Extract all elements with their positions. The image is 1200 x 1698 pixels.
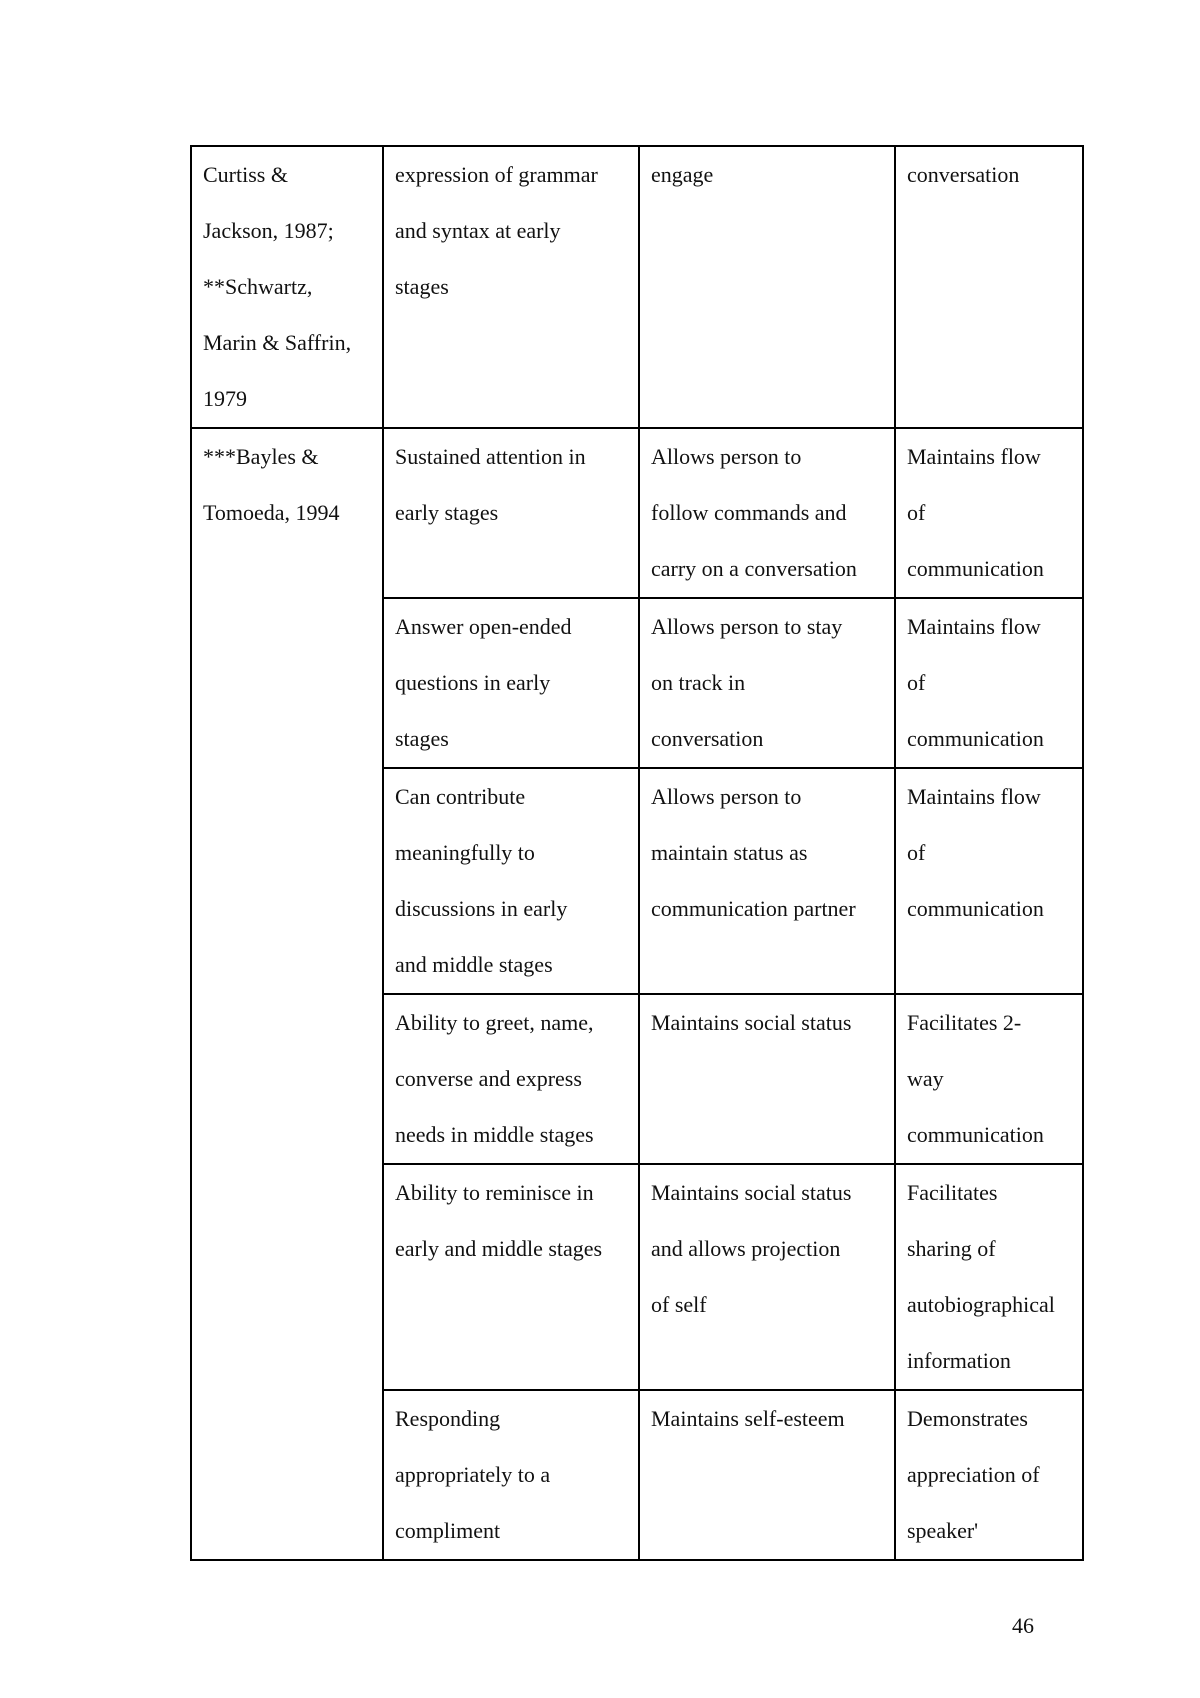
cell-text: Maintains flow xyxy=(907,444,1041,469)
cell-text: early and middle stages xyxy=(395,1236,603,1261)
cell-text: Tomoeda, 1994 xyxy=(203,500,340,525)
cell-text: 1979 xyxy=(203,386,247,411)
cell-text: Allows person to stay xyxy=(651,614,843,639)
cell-text: and syntax at early xyxy=(395,218,561,243)
cell-text: on track in xyxy=(651,670,746,695)
cell-text: Allows person to xyxy=(651,784,802,809)
reference-cell xyxy=(191,146,383,428)
cell-text: questions in early xyxy=(395,670,551,695)
cell-text: Maintains flow xyxy=(907,784,1041,809)
cell-text: meaningfully to xyxy=(395,840,535,865)
cell-text: communication xyxy=(907,556,1044,581)
effect-cell xyxy=(639,1390,895,1560)
cell-text: stages xyxy=(395,274,449,299)
cell-text: conversation xyxy=(907,162,1020,187)
cell-text: sharing of xyxy=(907,1236,996,1261)
effect-cell xyxy=(639,768,895,994)
cell-text: way xyxy=(907,1066,944,1091)
cell-text: Marin & Saffrin, xyxy=(203,330,352,355)
cell-text: converse and express xyxy=(395,1066,582,1091)
cell-text: stages xyxy=(395,726,449,751)
cell-text: appreciation of xyxy=(907,1462,1040,1487)
cell-text: communication partner xyxy=(651,896,856,921)
page-number: 46 xyxy=(1012,1613,1034,1638)
outcome-cell xyxy=(895,1390,1083,1560)
outcome-cell xyxy=(895,1164,1083,1390)
cell-text: discussions in early xyxy=(395,896,568,921)
strength-cell xyxy=(383,994,639,1164)
cell-text: maintain status as xyxy=(651,840,808,865)
outcome-cell xyxy=(895,598,1083,768)
cell-text: Maintains flow xyxy=(907,614,1041,639)
outcome-cell xyxy=(895,428,1083,598)
cell-text: information xyxy=(907,1348,1011,1373)
strength-cell xyxy=(383,1390,639,1560)
outcome-cell xyxy=(895,994,1083,1164)
cell-text: Ability to reminisce in xyxy=(395,1180,594,1205)
cell-text: Jackson, 1987; xyxy=(203,218,334,243)
cell-text: Ability to greet, name, xyxy=(395,1010,594,1035)
table-row xyxy=(191,428,1083,598)
cell-text: autobiographical xyxy=(907,1292,1055,1317)
cell-text: Answer open-ended xyxy=(395,614,572,639)
cell-text: Allows person to xyxy=(651,444,802,469)
evidence-table xyxy=(190,145,1084,1561)
cell-text: compliment xyxy=(395,1518,501,1543)
cell-text: **Schwartz, xyxy=(203,274,313,299)
cell-text: Facilitates 2- xyxy=(907,1010,1022,1035)
cell-text: appropriately to a xyxy=(395,1462,551,1487)
strength-cell xyxy=(383,598,639,768)
cell-text: Responding xyxy=(395,1406,501,1431)
cell-text: Curtiss & xyxy=(203,162,288,187)
cell-text: needs in middle stages xyxy=(395,1122,594,1147)
cell-text: expression of grammar xyxy=(395,162,598,187)
strength-cell xyxy=(383,768,639,994)
cell-text: Facilitates xyxy=(907,1180,998,1205)
cell-text: Demonstrates xyxy=(907,1406,1028,1431)
cell-text: ***Bayles & xyxy=(203,444,319,469)
strength-cell xyxy=(383,1164,639,1390)
outcome-cell xyxy=(895,146,1083,428)
effect-cell xyxy=(639,994,895,1164)
cell-text: and allows projection xyxy=(651,1236,841,1261)
cell-text: speaker' xyxy=(907,1518,979,1543)
cell-text: of self xyxy=(651,1292,707,1317)
strength-cell xyxy=(383,428,639,598)
cell-text: and middle stages xyxy=(395,952,553,977)
cell-text: Maintains social status xyxy=(651,1180,852,1205)
effect-cell xyxy=(639,598,895,768)
effect-cell xyxy=(639,146,895,428)
cell-text: of xyxy=(907,500,926,525)
cell-text: of xyxy=(907,840,926,865)
cell-text: early stages xyxy=(395,500,499,525)
strength-cell xyxy=(383,146,639,428)
cell-text: engage xyxy=(651,162,714,187)
cell-text: Sustained attention in xyxy=(395,444,586,469)
cell-text: of xyxy=(907,670,926,695)
cell-text: Can contribute xyxy=(395,784,526,809)
effect-cell xyxy=(639,428,895,598)
cell-text: carry on a conversation xyxy=(651,556,857,581)
cell-text: Maintains self-esteem xyxy=(651,1406,845,1431)
cell-text: conversation xyxy=(651,726,764,751)
cell-text: communication xyxy=(907,1122,1044,1147)
reference-cell xyxy=(191,428,383,1560)
cell-text: follow commands and xyxy=(651,500,847,525)
cell-text: communication xyxy=(907,896,1044,921)
outcome-cell xyxy=(895,768,1083,994)
cell-text: communication xyxy=(907,726,1044,751)
table-row xyxy=(191,146,1083,428)
effect-cell xyxy=(639,1164,895,1390)
cell-text: Maintains social status xyxy=(651,1010,852,1035)
